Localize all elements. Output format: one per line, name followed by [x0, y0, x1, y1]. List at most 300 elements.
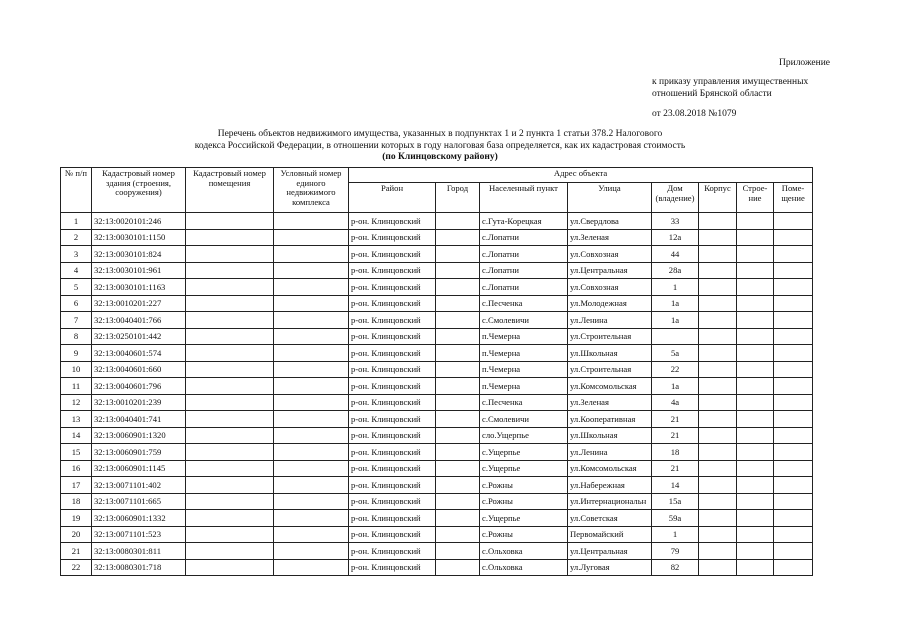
cell-stroenie: [737, 279, 774, 296]
cell-row-number: 14: [61, 427, 92, 444]
cell-premises-cadastral-number: [186, 279, 274, 296]
cell-korpus: [699, 279, 737, 296]
cell-korpus: [699, 295, 737, 312]
cell-pomeshchenie: [774, 213, 813, 230]
cell-pomeshchenie: [774, 328, 813, 345]
cell-pomeshchenie: [774, 543, 813, 560]
cell-stroenie: [737, 559, 774, 576]
cell-stroenie: [737, 328, 774, 345]
cell-pomeshchenie: [774, 510, 813, 527]
cell-row-number: 16: [61, 460, 92, 477]
header-pomeshchenie: Поме-щение: [774, 183, 813, 213]
cell-row-number: 12: [61, 394, 92, 411]
table-row: [61, 246, 813, 263]
cell-pomeshchenie: [774, 312, 813, 329]
cell-building-cadastral-number: 32:13:0040601:574: [92, 345, 186, 362]
cell-conditional-number: [274, 229, 349, 246]
cell-city: [436, 460, 480, 477]
cell-korpus: [699, 229, 737, 246]
cell-street: ул.Свердлова: [568, 213, 652, 230]
cell-premises-cadastral-number: [186, 312, 274, 329]
order-reference-line-1: к приказу управления имущественных: [652, 77, 809, 87]
cell-house: 1а: [652, 295, 699, 312]
cell-city: [436, 427, 480, 444]
cell-pomeshchenie: [774, 361, 813, 378]
cell-conditional-number: [274, 543, 349, 560]
cell-city: [436, 477, 480, 494]
cell-pomeshchenie: [774, 229, 813, 246]
cell-conditional-number: [274, 427, 349, 444]
cell-premises-cadastral-number: [186, 213, 274, 230]
cell-premises-cadastral-number: [186, 295, 274, 312]
cell-premises-cadastral-number: [186, 328, 274, 345]
cell-city: [436, 213, 480, 230]
cell-city: [436, 526, 480, 543]
cell-premises-cadastral-number: [186, 477, 274, 494]
table-row: [61, 394, 813, 411]
cell-row-number: 1: [61, 213, 92, 230]
cell-building-cadastral-number: 32:13:0010201:227: [92, 295, 186, 312]
cell-house: 21: [652, 460, 699, 477]
cell-korpus: [699, 312, 737, 329]
order-reference-line-2: отношений Брянской области: [652, 89, 772, 99]
cell-building-cadastral-number: 32:13:0060901:1145: [92, 460, 186, 477]
cell-premises-cadastral-number: [186, 262, 274, 279]
cell-settlement: с.Рожны: [480, 477, 568, 494]
cell-house: [652, 328, 699, 345]
cell-district: р-он. Клинцовский: [349, 295, 436, 312]
cell-building-cadastral-number: 32:13:0020101:246: [92, 213, 186, 230]
cell-building-cadastral-number: 32:13:0010201:239: [92, 394, 186, 411]
cell-conditional-number: [274, 411, 349, 428]
document-title-region: (по Клинцовскому району): [382, 152, 498, 162]
cell-row-number: 18: [61, 493, 92, 510]
cell-house: 1: [652, 279, 699, 296]
cell-street: ул.Зеленая: [568, 394, 652, 411]
cell-house: 18: [652, 444, 699, 461]
cell-settlement: с.Рожны: [480, 526, 568, 543]
cell-korpus: [699, 526, 737, 543]
cell-house: 22: [652, 361, 699, 378]
cell-premises-cadastral-number: [186, 378, 274, 395]
cell-building-cadastral-number: 32:13:0040401:741: [92, 411, 186, 428]
cell-district: р-он. Клинцовский: [349, 510, 436, 527]
cell-city: [436, 246, 480, 263]
cell-building-cadastral-number: 32:13:0060901:1332: [92, 510, 186, 527]
cell-stroenie: [737, 477, 774, 494]
cell-district: р-он. Клинцовский: [349, 394, 436, 411]
cell-settlement: сло.Ущерпье: [480, 427, 568, 444]
cell-row-number: 19: [61, 510, 92, 527]
cell-district: р-он. Клинцовский: [349, 477, 436, 494]
cell-stroenie: [737, 229, 774, 246]
table-row: [61, 262, 813, 279]
cell-street: ул.Совхозная: [568, 246, 652, 263]
order-date: от 23.08.2018 №1079: [652, 109, 737, 119]
cell-pomeshchenie: [774, 394, 813, 411]
cell-conditional-number: [274, 510, 349, 527]
cell-conditional-number: [274, 526, 349, 543]
cell-building-cadastral-number: 32:13:0071101:402: [92, 477, 186, 494]
cell-korpus: [699, 246, 737, 263]
cell-settlement: с.Ольховка: [480, 543, 568, 560]
cell-house: 59а: [652, 510, 699, 527]
cell-korpus: [699, 444, 737, 461]
cell-house: 5а: [652, 345, 699, 362]
cell-district: р-он. Клинцовский: [349, 361, 436, 378]
cell-district: р-он. Клинцовский: [349, 378, 436, 395]
table-row: [61, 378, 813, 395]
cell-stroenie: [737, 295, 774, 312]
cell-district: р-он. Клинцовский: [349, 279, 436, 296]
cell-conditional-number: [274, 246, 349, 263]
cell-conditional-number: [274, 295, 349, 312]
cell-pomeshchenie: [774, 378, 813, 395]
cell-premises-cadastral-number: [186, 510, 274, 527]
table-row: [61, 213, 813, 230]
table-row: [61, 526, 813, 543]
cell-settlement: п.Чемерна: [480, 378, 568, 395]
cell-row-number: 5: [61, 279, 92, 296]
cell-settlement: с.Ущерпье: [480, 444, 568, 461]
cell-building-cadastral-number: 32:13:0080301:718: [92, 559, 186, 576]
cell-row-number: 6: [61, 295, 92, 312]
cell-stroenie: [737, 510, 774, 527]
table-row: [61, 295, 813, 312]
cell-building-cadastral-number: 32:13:0071101:665: [92, 493, 186, 510]
cell-korpus: [699, 493, 737, 510]
header-conditional-number: Условный номер единого недвижимого комплекса: [274, 168, 349, 213]
cell-city: [436, 361, 480, 378]
cell-settlement: с.Смолевичи: [480, 411, 568, 428]
cell-premises-cadastral-number: [186, 543, 274, 560]
cell-pomeshchenie: [774, 295, 813, 312]
table-row: [61, 312, 813, 329]
cell-district: р-он. Клинцовский: [349, 411, 436, 428]
cell-premises-cadastral-number: [186, 246, 274, 263]
appendix-label: Приложение: [779, 58, 830, 68]
table-row: [61, 229, 813, 246]
cell-conditional-number: [274, 361, 349, 378]
table-row: [61, 477, 813, 494]
cell-city: [436, 345, 480, 362]
cell-street: ул.Кооперативная: [568, 411, 652, 428]
cell-district: р-он. Клинцовский: [349, 328, 436, 345]
cell-city: [436, 378, 480, 395]
cell-conditional-number: [274, 345, 349, 362]
cell-district: р-он. Клинцовский: [349, 246, 436, 263]
cell-premises-cadastral-number: [186, 361, 274, 378]
cell-street: ул.Центральная: [568, 262, 652, 279]
cell-korpus: [699, 262, 737, 279]
cell-settlement: п.Чемерна: [480, 361, 568, 378]
cell-stroenie: [737, 444, 774, 461]
cell-city: [436, 262, 480, 279]
cell-pomeshchenie: [774, 460, 813, 477]
cell-korpus: [699, 213, 737, 230]
cell-conditional-number: [274, 394, 349, 411]
cell-building-cadastral-number: 32:13:0030101:824: [92, 246, 186, 263]
cell-building-cadastral-number: 32:13:0040601:796: [92, 378, 186, 395]
header-premises-cadastral: Кадастровый номер помещения: [186, 168, 274, 213]
cell-street: ул.Строительная: [568, 328, 652, 345]
cell-conditional-number: [274, 477, 349, 494]
cell-city: [436, 510, 480, 527]
cell-premises-cadastral-number: [186, 460, 274, 477]
cell-city: [436, 411, 480, 428]
header-address: Адрес объекта: [349, 168, 813, 183]
cell-stroenie: [737, 262, 774, 279]
cell-street: ул.Интернациональн: [568, 493, 652, 510]
cell-pomeshchenie: [774, 559, 813, 576]
cell-premises-cadastral-number: [186, 229, 274, 246]
cell-street: ул.Ленина: [568, 312, 652, 329]
cell-stroenie: [737, 427, 774, 444]
cell-city: [436, 328, 480, 345]
cell-house: 1а: [652, 378, 699, 395]
cell-stroenie: [737, 246, 774, 263]
cell-premises-cadastral-number: [186, 411, 274, 428]
cell-korpus: [699, 394, 737, 411]
cell-row-number: 4: [61, 262, 92, 279]
table-row: [61, 559, 813, 576]
cell-city: [436, 312, 480, 329]
cell-street: ул.Советская: [568, 510, 652, 527]
cell-settlement: с.Ущерпье: [480, 510, 568, 527]
cell-district: р-он. Клинцовский: [349, 312, 436, 329]
cell-district: р-он. Клинцовский: [349, 262, 436, 279]
cell-building-cadastral-number: 32:13:0060901:759: [92, 444, 186, 461]
cell-pomeshchenie: [774, 345, 813, 362]
document-title-line-1: Перечень объектов недвижимого имущества, указанных в подпунктах 1 и 2 пункта 1 статьи 378.2 Налогового: [217, 129, 663, 139]
cell-korpus: [699, 345, 737, 362]
cell-building-cadastral-number: 32:13:0030101:961: [92, 262, 186, 279]
cell-row-number: 3: [61, 246, 92, 263]
cell-korpus: [699, 411, 737, 428]
cell-street: ул.Молодежная: [568, 295, 652, 312]
cell-row-number: 11: [61, 378, 92, 395]
cell-settlement: п.Чемерна: [480, 328, 568, 345]
cell-settlement: с.Лопатни: [480, 279, 568, 296]
cell-conditional-number: [274, 559, 349, 576]
cell-row-number: 15: [61, 444, 92, 461]
cell-korpus: [699, 427, 737, 444]
cell-house: 79: [652, 543, 699, 560]
header-house: Дом (владение): [652, 183, 699, 213]
cell-street: ул.Комсомольская: [568, 378, 652, 395]
cell-settlement: с.Рожны: [480, 493, 568, 510]
cell-building-cadastral-number: 32:13:0040601:660: [92, 361, 186, 378]
cell-city: [436, 394, 480, 411]
property-table: [60, 167, 813, 576]
cell-pomeshchenie: [774, 246, 813, 263]
cell-city: [436, 444, 480, 461]
cell-building-cadastral-number: 32:13:0060901:1320: [92, 427, 186, 444]
cell-street: ул.Луговая: [568, 559, 652, 576]
cell-stroenie: [737, 312, 774, 329]
cell-korpus: [699, 559, 737, 576]
cell-stroenie: [737, 361, 774, 378]
cell-row-number: 8: [61, 328, 92, 345]
cell-conditional-number: [274, 213, 349, 230]
cell-settlement: с.Лопатни: [480, 262, 568, 279]
cell-row-number: 2: [61, 229, 92, 246]
cell-house: 33: [652, 213, 699, 230]
cell-korpus: [699, 378, 737, 395]
cell-conditional-number: [274, 378, 349, 395]
cell-conditional-number: [274, 444, 349, 461]
cell-row-number: 7: [61, 312, 92, 329]
cell-district: р-он. Клинцовский: [349, 543, 436, 560]
cell-pomeshchenie: [774, 444, 813, 461]
cell-street: ул.Комсомольская: [568, 460, 652, 477]
cell-street: ул.Школьная: [568, 345, 652, 362]
cell-city: [436, 543, 480, 560]
cell-pomeshchenie: [774, 411, 813, 428]
cell-street: Первомайский: [568, 526, 652, 543]
cell-settlement: с.Песченка: [480, 295, 568, 312]
header-korpus: Корпус: [699, 183, 737, 213]
cell-settlement: с.Смолевичи: [480, 312, 568, 329]
cell-street: ул.Школьная: [568, 427, 652, 444]
cell-stroenie: [737, 411, 774, 428]
table-row: [61, 543, 813, 560]
cell-stroenie: [737, 394, 774, 411]
cell-pomeshchenie: [774, 262, 813, 279]
cell-settlement: с.Ольховка: [480, 559, 568, 576]
cell-settlement: п.Чемерна: [480, 345, 568, 362]
cell-street: ул.Зеленая: [568, 229, 652, 246]
cell-street: ул.Строительная: [568, 361, 652, 378]
cell-row-number: 21: [61, 543, 92, 560]
cell-stroenie: [737, 213, 774, 230]
cell-conditional-number: [274, 262, 349, 279]
table-row: [61, 493, 813, 510]
cell-pomeshchenie: [774, 427, 813, 444]
cell-city: [436, 295, 480, 312]
cell-pomeshchenie: [774, 279, 813, 296]
cell-settlement: с.Песченка: [480, 394, 568, 411]
cell-district: р-он. Клинцовский: [349, 460, 436, 477]
cell-korpus: [699, 361, 737, 378]
cell-premises-cadastral-number: [186, 394, 274, 411]
cell-settlement: с.Лопатни: [480, 229, 568, 246]
header-street: Улица: [568, 183, 652, 213]
cell-premises-cadastral-number: [186, 559, 274, 576]
cell-conditional-number: [274, 460, 349, 477]
cell-row-number: 10: [61, 361, 92, 378]
cell-street: ул.Ленина: [568, 444, 652, 461]
cell-row-number: 17: [61, 477, 92, 494]
cell-row-number: 22: [61, 559, 92, 576]
cell-district: р-он. Клинцовский: [349, 493, 436, 510]
cell-conditional-number: [274, 312, 349, 329]
table-row: [61, 279, 813, 296]
table-row: [61, 444, 813, 461]
cell-street: ул.Набережная: [568, 477, 652, 494]
cell-premises-cadastral-number: [186, 444, 274, 461]
cell-district: р-он. Клинцовский: [349, 345, 436, 362]
cell-house: 1: [652, 526, 699, 543]
cell-premises-cadastral-number: [186, 427, 274, 444]
cell-house: 1а: [652, 312, 699, 329]
cell-conditional-number: [274, 493, 349, 510]
table-row: [61, 328, 813, 345]
table-row: [61, 345, 813, 362]
cell-row-number: 20: [61, 526, 92, 543]
cell-building-cadastral-number: 32:13:0040401:766: [92, 312, 186, 329]
cell-district: р-он. Клинцовский: [349, 427, 436, 444]
cell-stroenie: [737, 493, 774, 510]
cell-korpus: [699, 477, 737, 494]
cell-korpus: [699, 510, 737, 527]
cell-premises-cadastral-number: [186, 493, 274, 510]
cell-settlement: с.Лопатни: [480, 246, 568, 263]
cell-stroenie: [737, 460, 774, 477]
document-title-line-2: кодекса Российской Федерации, в отношении которых в году налоговая база определяется, как их кадастровая стоимость: [194, 140, 686, 151]
cell-building-cadastral-number: 32:13:0080301:811: [92, 543, 186, 560]
cell-stroenie: [737, 543, 774, 560]
cell-stroenie: [737, 378, 774, 395]
cell-district: р-он. Клинцовский: [349, 526, 436, 543]
cell-building-cadastral-number: 32:13:0250101:442: [92, 328, 186, 345]
cell-district: р-он. Клинцовский: [349, 444, 436, 461]
header-district: Район: [349, 183, 436, 213]
cell-house: 28а: [652, 262, 699, 279]
cell-house: 14: [652, 477, 699, 494]
table-row: [61, 460, 813, 477]
cell-building-cadastral-number: 32:13:0030101:1150: [92, 229, 186, 246]
cell-pomeshchenie: [774, 477, 813, 494]
cell-district: р-он. Клинцовский: [349, 559, 436, 576]
cell-pomeshchenie: [774, 493, 813, 510]
cell-row-number: 13: [61, 411, 92, 428]
header-settlement: Населенный пункт: [480, 183, 568, 213]
cell-street: ул.Совхозная: [568, 279, 652, 296]
cell-house: 4а: [652, 394, 699, 411]
cell-stroenie: [737, 345, 774, 362]
cell-house: 12а: [652, 229, 699, 246]
cell-house: 21: [652, 411, 699, 428]
cell-city: [436, 229, 480, 246]
cell-settlement: с.Гута-Корецкая: [480, 213, 568, 230]
cell-house: 21: [652, 427, 699, 444]
cell-stroenie: [737, 526, 774, 543]
cell-city: [436, 493, 480, 510]
cell-building-cadastral-number: 32:13:0030101:1163: [92, 279, 186, 296]
cell-pomeshchenie: [774, 526, 813, 543]
header-city: Город: [436, 183, 480, 213]
header-building-cadastral: Кадастровый номер здания (строения, сооружения): [92, 168, 186, 213]
header-stroenie: Строе-ние: [737, 183, 774, 213]
table-row: [61, 361, 813, 378]
cell-premises-cadastral-number: [186, 345, 274, 362]
cell-city: [436, 279, 480, 296]
cell-conditional-number: [274, 279, 349, 296]
cell-korpus: [699, 328, 737, 345]
cell-house: 82: [652, 559, 699, 576]
cell-korpus: [699, 543, 737, 560]
cell-premises-cadastral-number: [186, 526, 274, 543]
cell-settlement: с.Ущерпье: [480, 460, 568, 477]
cell-district: р-он. Клинцовский: [349, 229, 436, 246]
cell-house: 44: [652, 246, 699, 263]
table-row: [61, 411, 813, 428]
cell-building-cadastral-number: 32:13:0071101:523: [92, 526, 186, 543]
cell-house: 15а: [652, 493, 699, 510]
header-num: № п/п: [61, 168, 92, 213]
cell-city: [436, 559, 480, 576]
